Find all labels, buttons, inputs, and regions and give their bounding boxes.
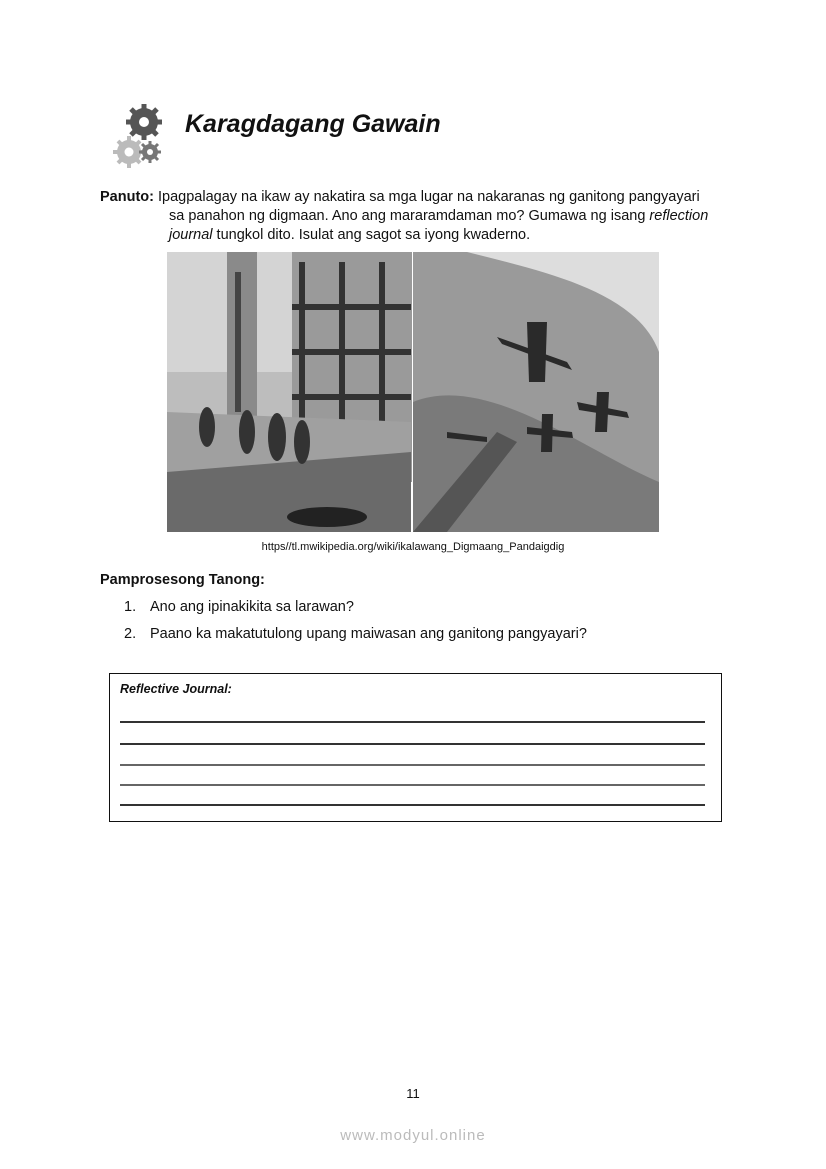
answer-line[interactable] [120, 784, 705, 786]
question-number: 1. [124, 599, 137, 615]
answer-line[interactable] [120, 764, 705, 766]
ruins-photo [167, 252, 412, 532]
answer-line[interactable] [120, 721, 705, 723]
question-text: Paano ka makatutulong upang maiwasan ang ganitong pangyayari? [150, 626, 587, 642]
question-number: 2. [124, 626, 137, 642]
instructions-line1: Ipagpalagay na ikaw ay nakatira sa mga lugar na nakaranas ng ganitong pangyayari [158, 189, 700, 205]
instructions-line2: sa panahon ng digmaan. Ano ang mararamdaman mo? Gumawa ng isang [169, 208, 650, 224]
planes-photo [413, 252, 659, 532]
page-number: 11 [406, 1086, 420, 1101]
question-text: Ano ang ipinakikita sa larawan? [150, 599, 354, 615]
instructions [100, 188, 740, 245]
answer-line[interactable] [120, 743, 705, 745]
question-item [124, 599, 354, 615]
journal-label: Reflective Journal: [120, 682, 232, 696]
question-item [124, 626, 587, 642]
watermark: www.modyul.online [340, 1127, 486, 1144]
instructions-line2-italic: reflection [649, 208, 709, 224]
war-photo [167, 252, 659, 532]
instructions-line3-italic: journal [169, 227, 213, 243]
image-caption: https//tl.mwikipedia.org/wiki/ikalawang_Digmaang_Pandaigdig [261, 541, 565, 553]
instructions-line3: tungkol dito. Isulat ang sagot sa iyong kwaderno. [212, 227, 531, 243]
page-title: Karagdagang Gawain [185, 110, 441, 138]
questions-heading: Pamprosesong Tanong: [100, 572, 265, 588]
reflective-journal-box [109, 673, 722, 822]
answer-line[interactable] [120, 804, 705, 806]
gears-icon [112, 100, 162, 172]
instructions-label: Panuto: [100, 189, 154, 205]
